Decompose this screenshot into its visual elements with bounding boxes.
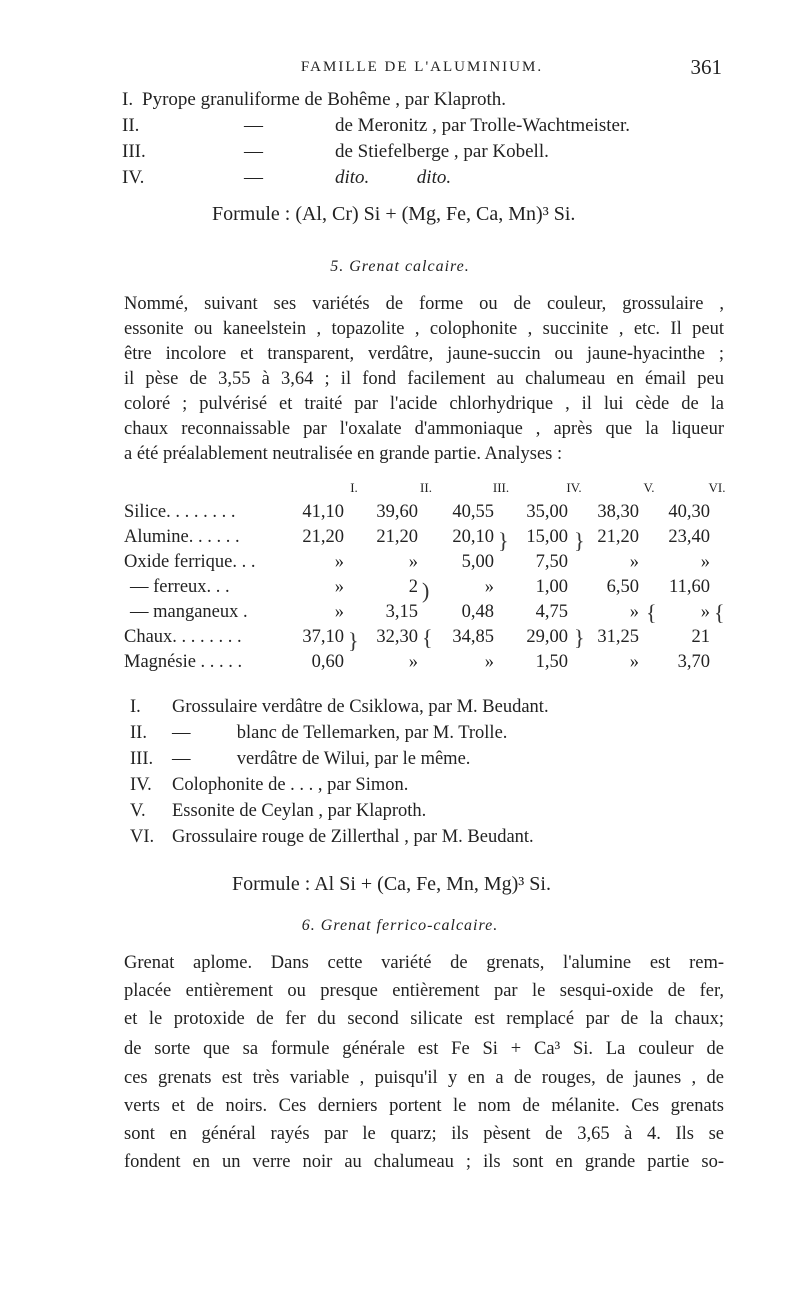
text-line: de sorte que sa formule générale est Fe Si + Ca³ Si. La couleur de <box>124 1039 724 1059</box>
reference-text: — verdâtre de Wilui, par le même. <box>172 749 471 769</box>
table-cell: » <box>629 602 639 622</box>
table-cell: » <box>629 552 639 572</box>
running-title: FAMILLE DE L'ALUMINIUM. <box>300 59 544 75</box>
column-header: IV. <box>566 480 582 495</box>
column-header: VI. <box>708 480 726 495</box>
table-cell: 3,70 <box>677 652 710 672</box>
table-cell: 21 <box>691 627 710 647</box>
reference-row <box>130 720 750 746</box>
reference-number: V. <box>130 801 146 821</box>
table-cell: 4,75 <box>535 602 568 622</box>
reference-row <box>130 694 750 720</box>
table-cell: 3,15 <box>385 602 418 622</box>
table-cell: » <box>484 577 494 597</box>
table-row <box>124 652 744 677</box>
table-cell: » <box>334 602 344 622</box>
row-label: — manganeux . <box>130 602 248 622</box>
table-cell: 41,10 <box>302 502 344 522</box>
column-header: I. <box>350 480 358 495</box>
text-line: Grenat aplome. Dans cette variété de grenats, l'alumine est rem- <box>124 953 724 973</box>
formula-grossulaire: Formule : Al Si + (Ca, Fe, Mn, Mg)³ Si. <box>232 873 551 895</box>
table-cell: 31,25 <box>597 627 639 647</box>
section-heading-grenat-ferrico-calcaire: 6. Grenat ferrico-calcaire. <box>301 917 499 934</box>
grossulaire-reference-list <box>130 694 750 850</box>
reference-number: III. <box>122 141 146 162</box>
text-line: a été préalablement neutralisée en grande partie. Analyses : <box>124 444 563 464</box>
reference-number: I. <box>130 697 141 717</box>
reference-text: — blanc de Tellemarken, par M. Trolle. <box>172 723 508 743</box>
brace-mark: { <box>646 600 657 625</box>
reference-number: III. <box>130 749 154 769</box>
table-cell: » <box>334 552 344 572</box>
text-line: essonite ou kaneelstein , topazolite , colophonite , succinite , etc. Il peut <box>124 319 724 339</box>
running-head <box>122 55 722 79</box>
brace-mark: } <box>348 628 359 653</box>
table-cell: 2 <box>408 577 418 597</box>
text-line: fondent en un verre noir au chalumeau ; ils sont en grande partie so- <box>124 1152 724 1172</box>
reference-text: Colophonite de . . . , par Simon. <box>172 775 409 795</box>
table-cell: » <box>408 652 418 672</box>
reference-text: dito. dito. <box>335 167 452 188</box>
reference-number: VI. <box>130 827 155 847</box>
text-line: chaux reconnaissable par l'oxalate d'ammoniaque , après que la liqueur <box>124 419 724 439</box>
ditto-dash: — <box>244 167 263 188</box>
reference-number: IV. <box>122 167 145 188</box>
table-row <box>124 527 744 552</box>
ditto-dash: — <box>244 115 263 136</box>
table-cell: » <box>484 652 494 672</box>
table-cell: 37,10 <box>302 627 344 647</box>
text-line: sont en général rayés par le quarz; ils pèsent de 3,65 à 4. Ils se <box>124 1124 724 1144</box>
table-row <box>124 627 744 652</box>
section-heading-grenat-calcaire: 5. Grenat calcaire. <box>330 258 470 275</box>
reference-row <box>122 87 742 113</box>
reference-number: IV. <box>130 775 152 795</box>
reference-row <box>122 113 742 139</box>
table-row <box>124 502 744 527</box>
reference-text: Essonite de Ceylan , par Klaproth. <box>172 801 427 821</box>
table-cell: 5,00 <box>461 552 494 572</box>
page-number: 361 <box>690 55 722 79</box>
brace-mark: } <box>574 528 585 553</box>
column-header: III. <box>492 480 510 495</box>
reference-number: II. <box>130 723 147 743</box>
table-cell: 21,20 <box>302 527 344 547</box>
table-cell: 38,30 <box>597 502 639 522</box>
table-cell: 21,20 <box>376 527 418 547</box>
column-header: V. <box>643 480 655 495</box>
text-line: coloré ; pulvérisé et traité par l'acide chlorhydrique , il lui cède de la <box>124 394 724 414</box>
text-line: être incolore et transparent, verdâtre, jaune-succin ou jaune-hyacinthe ; <box>124 344 724 364</box>
reference-row <box>122 165 742 191</box>
table-cell: » <box>629 652 639 672</box>
brace-mark: } <box>498 528 509 553</box>
table-cell: 0,60 <box>311 652 344 672</box>
table-cell: 7,50 <box>535 552 568 572</box>
table-cell: » <box>700 552 710 572</box>
reference-text: Grossulaire verdâtre de Csiklowa, par M. Beudant. <box>172 697 549 717</box>
reference-text: Grossulaire rouge de Zillerthal , par M. Beudant. <box>172 827 534 847</box>
paragraph-grenat-calcaire <box>124 292 724 467</box>
text-line: ces grenats est très variable , puisqu'il y en a de rouges, de jaunes , de <box>124 1068 724 1088</box>
brace-mark: ) <box>422 578 430 603</box>
reference-row <box>130 798 750 824</box>
pyrope-reference-list <box>122 87 742 191</box>
table-cell: » <box>334 577 344 597</box>
reference-row <box>130 746 750 772</box>
table-cell: 23,40 <box>668 527 710 547</box>
table-cell: 32,30 <box>376 627 418 647</box>
row-label: Oxide ferrique. . . <box>124 552 256 572</box>
text-line: verts et de noirs. Ces derniers portent le nom de mélanite. Ces grenats <box>124 1096 724 1116</box>
table-cell: 6,50 <box>606 577 639 597</box>
table-cell: 29,00 <box>526 627 568 647</box>
table-cell: 1,00 <box>535 577 568 597</box>
text-line: il pèse de 3,55 à 3,64 ; il fond facilement au chalumeau en émail peu <box>124 369 724 389</box>
brace-mark: { <box>714 600 725 625</box>
table-cell: » <box>408 552 418 572</box>
formula-pyrope: Formule : (Al, Cr) Si + (Mg, Fe, Ca, Mn)³ Si. <box>212 203 576 225</box>
brace-mark: { <box>422 625 433 650</box>
table-cell: 11,60 <box>669 577 710 597</box>
table-cell: 40,55 <box>452 502 494 522</box>
reference-row <box>130 772 750 798</box>
row-label: — ferreux. . . <box>130 577 230 597</box>
table-cell: 15,00 <box>526 527 568 547</box>
brace-mark: } <box>574 625 585 650</box>
text-line: placée entièrement ou presque entièrement par le sesqui-oxide de fer, <box>124 981 724 1001</box>
table-row <box>124 552 744 577</box>
row-label: Silice. . . . . . . . <box>124 502 236 522</box>
reference-row <box>122 139 742 165</box>
row-label: Magnésie . . . . . <box>124 652 243 672</box>
table-cell: » <box>700 602 710 622</box>
table-cell: 39,60 <box>376 502 418 522</box>
reference-number: I. <box>122 89 134 110</box>
row-label: Alumine. . . . . . <box>124 527 240 547</box>
table-cell: 40,30 <box>668 502 710 522</box>
column-header: II. <box>420 480 432 495</box>
reference-text: Pyrope granuliforme de Bohême , par Klaproth. <box>142 89 507 110</box>
text-line: et le protoxide de fer du second silicate est remplacé par de la chaux; <box>124 1009 724 1029</box>
ditto-dash: — <box>244 141 263 162</box>
reference-text: de Stiefelberge , par Kobell. <box>335 141 549 162</box>
reference-row <box>130 824 750 850</box>
table-cell: 34,85 <box>452 627 494 647</box>
table-row <box>124 577 744 602</box>
table-cell: 20,10 <box>452 527 494 547</box>
text-line: Nommé, suivant ses variétés de forme ou de couleur, grossulaire , <box>124 294 724 314</box>
table-cell: 21,20 <box>597 527 639 547</box>
table-cell: 0,48 <box>461 602 494 622</box>
table-cell: 1,50 <box>535 652 568 672</box>
row-label: Chaux. . . . . . . . <box>124 627 242 647</box>
table-cell: 35,00 <box>526 502 568 522</box>
paragraph-grenat-ferrico-calcaire <box>124 950 724 1177</box>
reference-number: II. <box>122 115 140 136</box>
reference-text: de Meronitz , par Trolle-Wachtmeister. <box>335 115 631 136</box>
